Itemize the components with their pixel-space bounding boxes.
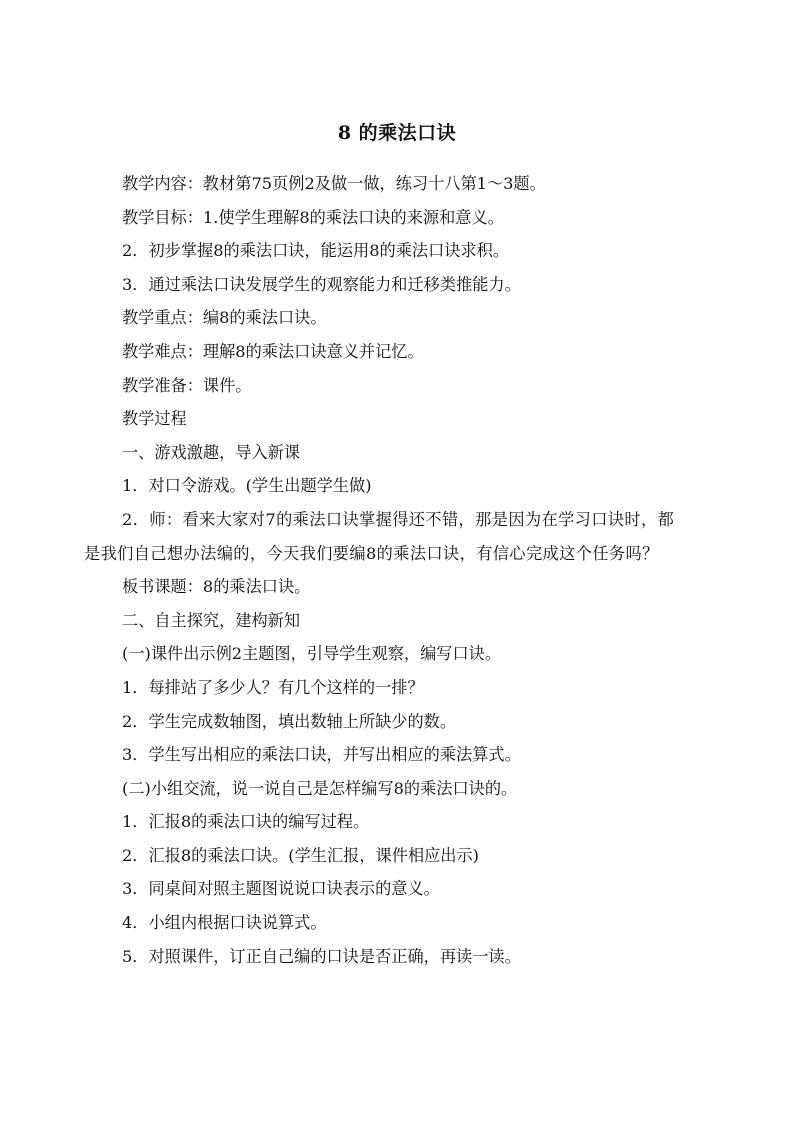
paragraph-difficulty: 教学难点：理解8的乘法口诀意义并记忆。: [122, 341, 424, 361]
paragraph-preparation: 教学准备：课件。: [122, 375, 252, 395]
paragraph-key-point: 教学重点：编8的乘法口诀。: [122, 308, 327, 328]
paragraph-teaching-content: 教学内容：教材第75页例2及做一做，练习十八第1～3题。: [122, 174, 546, 193]
subsection-heading-1: (一)课件出示例2主题图，引导学生观察，编写口诀。: [122, 644, 502, 664]
section-heading-1: 一、游戏激趣，导入新课: [122, 442, 301, 462]
list-item: 5．对照课件，订正自己编的口诀是否正确，再读一读。: [122, 946, 521, 966]
list-item: 3．同桌间对照主题图说说口诀表示的意义。: [122, 879, 440, 899]
list-item: 1．汇报8的乘法口诀的编写过程。: [122, 812, 370, 832]
section-heading-2: 二、自主探究，建构新知: [122, 610, 301, 630]
list-item: 4．小组内根据口诀说算式。: [122, 913, 327, 933]
paragraph-goal-3: 3．通过乘法口诀发展学生的观察能力和迁移类推能力。: [122, 274, 521, 294]
list-item: 2．汇报8的乘法口诀。(学生汇报，课件相应出示): [122, 845, 479, 865]
paragraph-board-title: 板书课题：8的乘法口诀。: [122, 577, 311, 597]
paragraph-teaching-goal: 教学目标：1.使学生理解8的乘法口诀的来源和意义。: [122, 207, 504, 227]
page-title: 8 的乘法口诀: [337, 122, 457, 144]
list-item: 2．学生完成数轴图，填出数轴上所缺少的数。: [122, 711, 457, 731]
paragraph-process-heading: 教学过程: [122, 409, 187, 429]
lesson-body: [84, 167, 682, 973]
list-item: 3．学生写出相应的乘法口诀，并写出相应的乘法算式。: [122, 745, 521, 765]
paragraph-goal-2: 2．初步掌握8的乘法口诀，能运用8的乘法口诀求积。: [122, 241, 510, 261]
paragraph-teacher-speech: 2．师：看来大家对7的乘法口诀掌握得还不错，那是因为在学习口诀时，都是我们自己想办法编的，今天我们要编8的乘法口诀，有信心完成这个任务吗？: [84, 509, 675, 563]
subsection-heading-2: (二)小组交流，说一说自己是怎样编写8的乘法口诀的。: [122, 778, 518, 798]
list-item: 1．每排站了多少人？有几个这样的一排？: [122, 677, 424, 697]
list-item: 1．对口令游戏。(学生出题学生做): [122, 476, 372, 496]
